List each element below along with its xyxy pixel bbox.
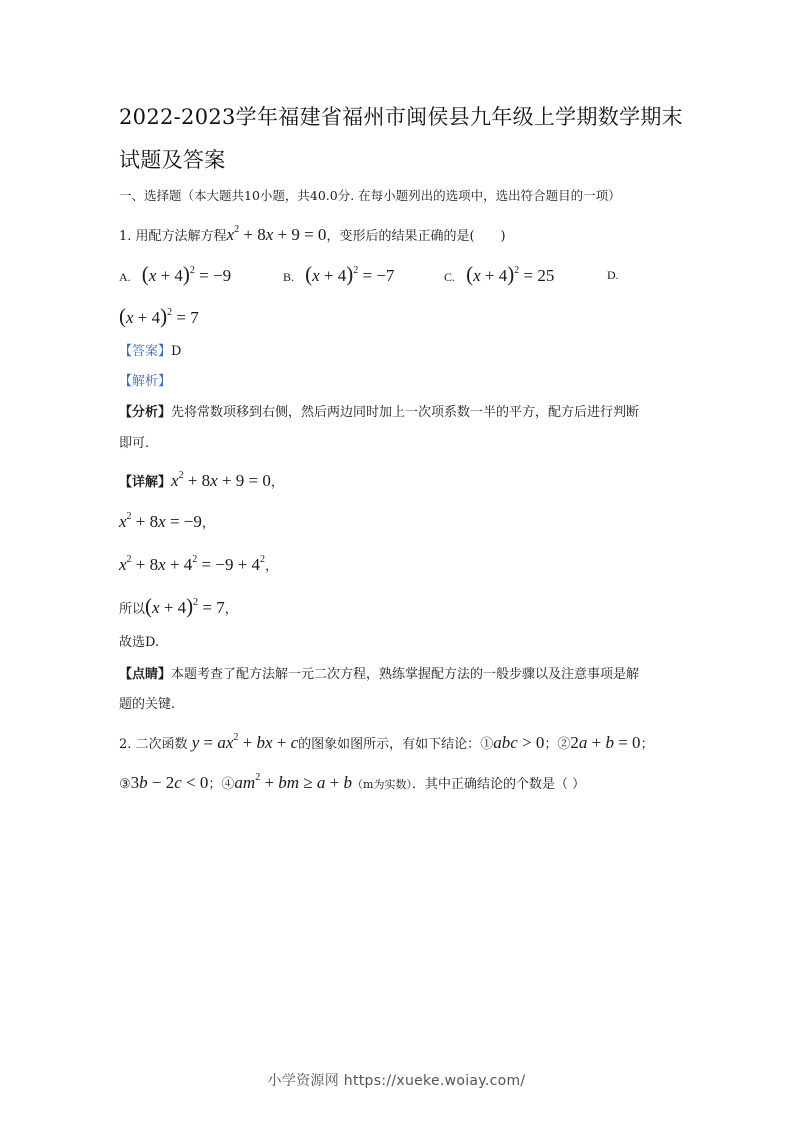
- option-expr: $(x + 4)^2 = 7$: [119, 304, 199, 328]
- question-stem-mid: 的图象如图所示，有如下结论：: [298, 737, 481, 752]
- analysis-tag: 【解析】: [119, 374, 172, 389]
- xiangjie-tag: 【详解】: [119, 475, 172, 490]
- step-expr: $(x + 4)^2 = 7$: [145, 594, 225, 618]
- question-1-stem: [119, 225, 506, 247]
- note: （m为实数）: [352, 778, 412, 791]
- conclusion-1: abc > 0: [493, 733, 545, 752]
- question-number: 2.: [119, 737, 132, 752]
- conclusion: 故选D.: [119, 635, 160, 650]
- conclusion-3-mark: ③: [119, 777, 131, 792]
- xiangjie-step-2: $x^2 + 8x = -9$，: [119, 511, 215, 531]
- option-b: [283, 262, 394, 287]
- question-stem-suffix: ，变形后的结果正确的是( ): [326, 229, 506, 244]
- xiangjie-step-3: $x^2 + 8x + 4^2 = -9 + 4^2$，: [119, 554, 279, 574]
- equation: $x^2 + 8x + 9 = 0$: [226, 224, 327, 244]
- question-2-stem-line1: 2. 二次函数 $y = ax^2$ + bx + c的图象如图所示，有如下结论：①abc > 0；②2a + b = 0；: [119, 732, 654, 752]
- option-c: [444, 262, 554, 287]
- conclusion-3: 3b − 2c < 0: [130, 773, 209, 792]
- conclusion-2: 2a + b = 0: [570, 733, 641, 752]
- xiangjie-step-4: 所以$(x + 4)^2 = 7$，: [119, 594, 238, 618]
- question-2-stem-line2: ③3b − 2c < 0；$④am^2$ + bm ≥ a + b（m为实数）．其中正确结论的个数是（ ）: [119, 772, 586, 792]
- option-label: B.: [283, 270, 295, 284]
- option-label: D.: [607, 268, 619, 282]
- document-title-line2: 试题及答案: [119, 148, 226, 172]
- fenxi-text: 先将常数项移到右侧，然后两边同时加上一次项系数一半的平方，配方后进行判断: [171, 405, 640, 420]
- fenxi-line2: 即可.: [119, 436, 150, 451]
- option-d: [607, 264, 625, 283]
- footer-watermark: 小学资源网 https://xueke.woiay.com/: [267, 1073, 526, 1089]
- step-prefix: 所以: [119, 602, 146, 617]
- conclusion-4: $am^2$ + bm ≥ a + b: [234, 772, 353, 792]
- dianjing-line1: [119, 665, 639, 685]
- document-title-line1: 2022-2023学年福建省福州市闽侯县九年级上学期数学期末: [119, 105, 683, 129]
- fenxi-tag: 【分析】: [119, 405, 172, 420]
- dianjing-text: 本题考查了配方法解一元二次方程，熟练掌握配方法的一般步骤以及注意事项是解: [171, 667, 640, 682]
- question-number: 1.: [119, 229, 132, 244]
- question-stem-suffix: ．其中正确结论的个数是（ ）: [411, 777, 586, 792]
- section-heading: 一、选择题（本大题共10小题，共40.0分. 在每小题列出的选项中，选出符合题目的一项）: [119, 188, 621, 203]
- step-expr: $x^2 + 8x + 4^2 = -9 + 4^2$: [119, 554, 266, 574]
- answer-line: [119, 342, 181, 362]
- option-expr: $(x + 4)^2 = -7$: [305, 262, 395, 286]
- option-d-expr: [119, 304, 199, 329]
- answer-value: D: [171, 344, 182, 359]
- conclusion-1-mark: ①: [480, 737, 494, 752]
- conclusion-4-mark: ④: [221, 777, 235, 792]
- dianjing-line2: 题的关键.: [119, 697, 176, 712]
- option-expr: $(x + 4)^2 = 25$: [466, 262, 555, 286]
- conclusion-2-mark: ②: [557, 737, 571, 752]
- question-stem-prefix: 用配方法解方程: [135, 229, 227, 244]
- question-stem-prefix: 二次函数: [135, 737, 188, 752]
- option-expr: $(x + 4)^2 = -9$: [141, 262, 232, 286]
- xiangjie-step-1: 【详解】$x^2 + 8x + 9 = 0$，: [119, 470, 284, 490]
- fenxi-line1: [119, 403, 639, 423]
- option-label: A.: [119, 270, 131, 284]
- option-label: C.: [444, 270, 456, 284]
- option-a: [119, 262, 231, 287]
- answer-tag: 【答案】: [119, 344, 172, 359]
- step-expr: $x^2 + 8x + 9 = 0$: [171, 470, 271, 490]
- function-expr: $y = ax^2$ + bx + c: [191, 732, 299, 752]
- dianjing-tag: 【点睛】: [119, 667, 172, 682]
- step-expr: $x^2 + 8x = -9$: [119, 511, 202, 531]
